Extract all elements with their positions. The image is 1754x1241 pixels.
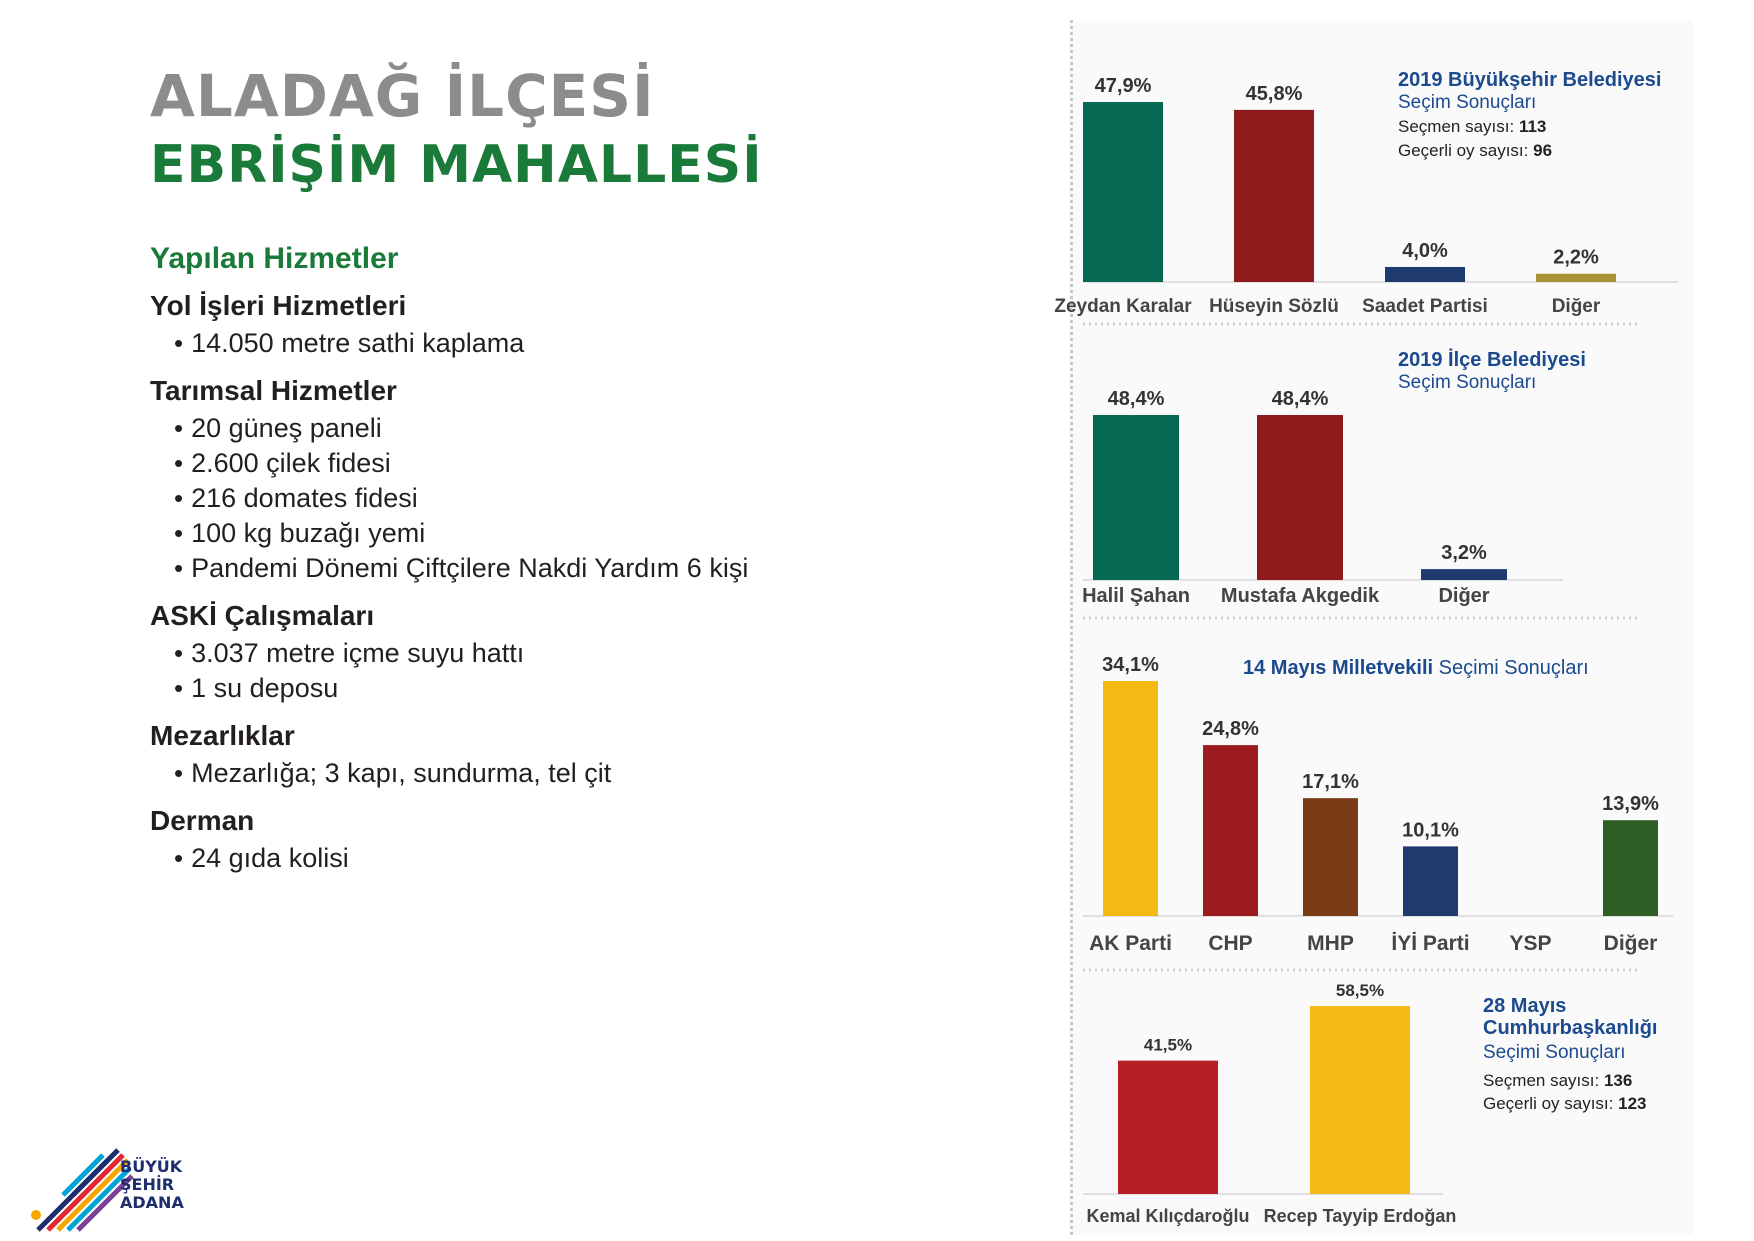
service-section-title: Tarımsal Hizmetler	[150, 375, 397, 406]
category-label: Recep Tayyip Erdoğan	[1263, 1206, 1457, 1226]
logo-line-1: BÜYÜK	[120, 1157, 183, 1176]
category-label: CHP	[1208, 932, 1253, 955]
chart-28-may-presidential	[1073, 968, 1693, 1233]
chart-info: Seçmen sayısı: 113	[1398, 117, 1547, 136]
service-item: • 216 domates fidesi	[174, 481, 970, 516]
bar	[1303, 798, 1358, 916]
logo-line-2: ŞEHİR	[120, 1175, 175, 1194]
chart-2019-metropolitan	[1054, 20, 1693, 320]
chart-subtitle: Seçim Sonuçları	[1398, 92, 1537, 113]
bar	[1257, 415, 1343, 580]
service-section-title: ASKİ Çalışmaları	[150, 600, 375, 631]
chart-subtitle: Seçimi Sonuçları	[1483, 1042, 1626, 1063]
data-label: 47,9%	[1094, 75, 1152, 97]
category-label: Mustafa Akgedik	[1220, 585, 1380, 607]
bar	[1093, 415, 1179, 580]
service-section-title: Derman	[150, 805, 255, 836]
chart-info: Geçerli oy sayısı: 96	[1398, 141, 1553, 160]
service-item: • 100 kg buzağı yemi	[174, 516, 970, 551]
chart-title: 2019 İlçe Belediyesi	[1398, 349, 1586, 371]
bar	[1310, 1006, 1410, 1194]
data-label: 34,1%	[1102, 654, 1159, 676]
chart-title: 2019 Büyükşehir Belediyesi	[1398, 69, 1662, 91]
service-items	[150, 636, 970, 706]
service-items	[150, 756, 970, 791]
bar-chart-svg	[1073, 616, 1693, 964]
bar	[1385, 267, 1465, 282]
category-label: İYİ Parti	[1391, 932, 1470, 955]
service-item: • 3.037 metre içme suyu hattı	[174, 636, 970, 671]
bar	[1403, 846, 1458, 916]
logo-emblem-icon	[31, 1210, 41, 1220]
chart-info: Geçerli oy sayısı: 123	[1483, 1094, 1647, 1113]
bar	[1083, 102, 1163, 282]
service-section	[150, 286, 970, 361]
service-item: • 20 güneş paneli	[174, 411, 970, 446]
chart-title: 14 Mayıs Milletvekili Seçimi Sonuçları	[1243, 657, 1589, 679]
services-title: Yapılan Hizmetler	[150, 242, 399, 275]
data-label: 48,4%	[1271, 388, 1329, 410]
bar	[1103, 681, 1158, 916]
chart-2019-district	[1073, 322, 1693, 612]
category-label: Hüseyin Sözlü	[1209, 296, 1339, 317]
service-item: • 2.600 çilek fidesi	[174, 446, 970, 481]
category-label: Kemal Kılıçdaroğlu	[1086, 1206, 1250, 1226]
data-label: 41,5%	[1143, 1035, 1193, 1055]
service-items	[150, 411, 970, 586]
data-label: 2,2%	[1553, 246, 1599, 269]
data-label: 58,5%	[1335, 981, 1385, 1000]
logo-text	[120, 1158, 184, 1212]
bar	[1421, 569, 1507, 580]
data-label: 45,8%	[1245, 82, 1303, 105]
services-list	[150, 286, 970, 876]
service-section	[150, 716, 970, 791]
category-label: Saadet Partisi	[1362, 296, 1488, 317]
chart-14-may-parliament	[1073, 616, 1693, 964]
left-panel	[150, 60, 970, 876]
chart-title-line2: Cumhurbaşkanlığı	[1483, 1017, 1658, 1039]
bar-chart-svg	[1054, 20, 1693, 320]
service-section-title: Yol İşleri Hizmetleri	[150, 290, 407, 321]
service-items	[150, 841, 970, 876]
service-section-title: Mezarlıklar	[150, 720, 295, 751]
election-results-panel	[1054, 20, 1693, 1235]
data-label: 48,4%	[1107, 388, 1165, 410]
service-item: • Mezarlığa; 3 kapı, sundurma, tel çit	[174, 756, 970, 791]
category-label: Zeydan Karalar	[1054, 296, 1192, 317]
chart-title: 28 Mayıs	[1483, 995, 1567, 1017]
service-items	[150, 326, 970, 361]
service-item: • 14.050 metre sathi kaplama	[174, 326, 970, 361]
data-label: 3,2%	[1441, 542, 1487, 565]
service-section	[150, 371, 970, 586]
category-label: Halil Şahan	[1082, 585, 1190, 607]
bar-chart-svg	[1073, 322, 1693, 612]
bar	[1203, 745, 1258, 916]
neighborhood-title: EBRİŞİM MAHALLESİ	[150, 135, 763, 195]
logo-line-3: ADANA	[120, 1193, 184, 1212]
bar-chart-svg	[1073, 968, 1693, 1233]
bar	[1234, 110, 1314, 282]
service-item: • Pandemi Dönemi Çiftçilere Nakdi Yardım 6 kişi	[174, 551, 970, 586]
bar	[1118, 1061, 1218, 1194]
category-label: AK Parti	[1089, 932, 1172, 955]
data-label: 10,1%	[1402, 819, 1459, 842]
chart-info: Seçmen sayısı: 136	[1483, 1071, 1633, 1090]
data-label: 4,0%	[1402, 239, 1448, 262]
category-label: Diğer	[1551, 296, 1601, 317]
bar	[1603, 820, 1658, 916]
service-section	[150, 596, 970, 706]
data-label: 24,8%	[1202, 718, 1259, 741]
service-section	[150, 801, 970, 876]
district-title: ALADAĞ İLÇESİ	[150, 62, 655, 130]
category-label: YSP	[1509, 932, 1552, 955]
bar	[1536, 274, 1616, 282]
data-label: 17,1%	[1302, 771, 1359, 794]
category-label: MHP	[1307, 932, 1354, 955]
category-label: Diğer	[1603, 932, 1658, 955]
chart-subtitle: Seçim Sonuçları	[1398, 372, 1537, 393]
category-label: Diğer	[1438, 585, 1490, 607]
service-item: • 1 su deposu	[174, 671, 970, 706]
data-label: 13,9%	[1602, 793, 1659, 816]
service-item: • 24 gıda kolisi	[174, 841, 970, 876]
